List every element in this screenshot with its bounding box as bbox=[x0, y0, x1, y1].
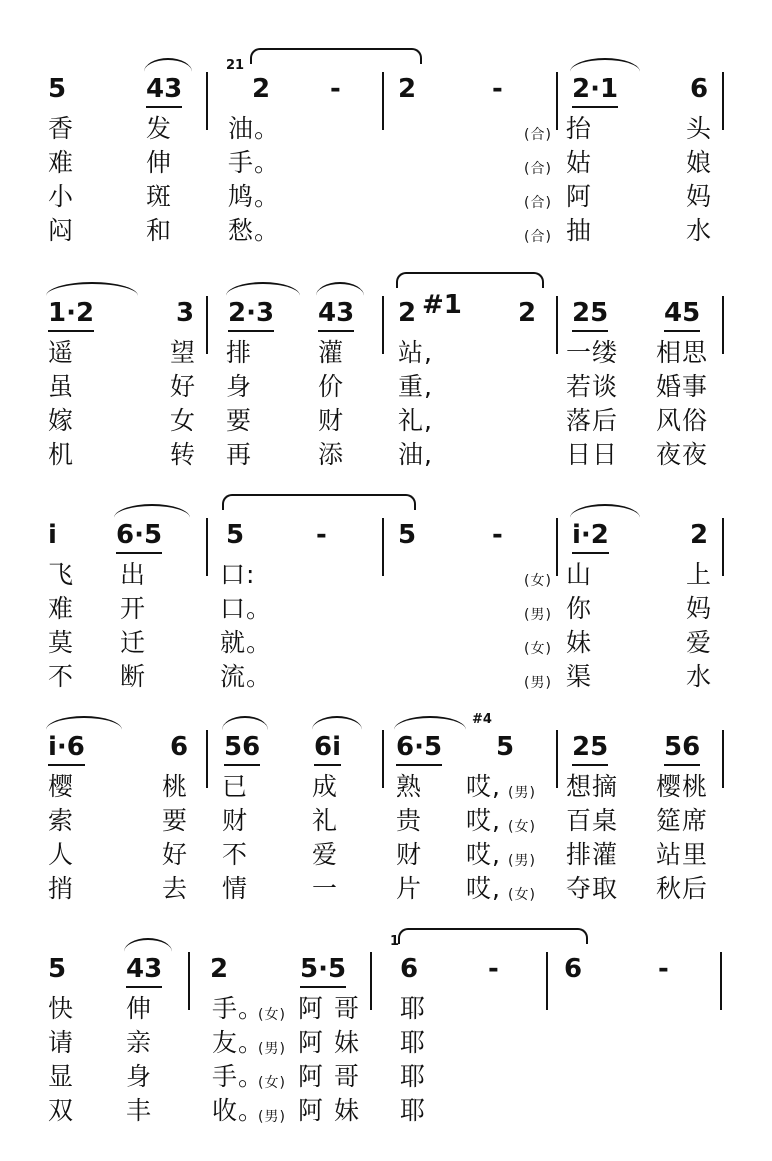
note: 5 bbox=[48, 74, 67, 104]
note: 2 bbox=[518, 298, 537, 328]
lyric: 飞 bbox=[48, 560, 75, 589]
lyric: 油。 bbox=[228, 114, 281, 143]
voice-mark: (女) bbox=[258, 1075, 286, 1091]
note: i bbox=[48, 520, 57, 550]
lyric: 亲 bbox=[126, 1028, 153, 1057]
lyric: 捎 bbox=[48, 874, 75, 903]
chorus-mark: (合) bbox=[524, 229, 552, 245]
lyric: 索 bbox=[48, 806, 75, 835]
lyric: 阿 bbox=[298, 1062, 325, 1091]
note: i·6 bbox=[48, 730, 85, 766]
slur bbox=[394, 716, 466, 730]
lyric: 若谈 bbox=[566, 372, 619, 401]
slur bbox=[124, 938, 172, 952]
voice-mark: (男) bbox=[524, 607, 552, 623]
lyric: 妹 bbox=[334, 1028, 361, 1057]
note: 6·5 bbox=[116, 518, 162, 554]
note: - bbox=[330, 74, 341, 104]
lyric: 闷 bbox=[48, 216, 75, 245]
lyric-line bbox=[0, 1062, 772, 1094]
lyric: 手。 bbox=[228, 148, 281, 177]
lyric: 哥 bbox=[334, 1062, 361, 1091]
lyric-line bbox=[0, 560, 772, 592]
lyric-line bbox=[0, 1096, 772, 1128]
lyric: 迁 bbox=[120, 628, 147, 657]
lyric: 转 bbox=[170, 440, 197, 469]
lyric: 站里 bbox=[656, 840, 709, 869]
lyric: 财 bbox=[396, 840, 423, 869]
lyric: 山 bbox=[566, 560, 593, 589]
lyric-line bbox=[0, 406, 772, 438]
voice-mark: (男) bbox=[258, 1109, 286, 1125]
note: 6 bbox=[170, 732, 189, 762]
lyric-line bbox=[0, 628, 772, 660]
lyric: 礼, bbox=[398, 406, 433, 435]
note: 25 bbox=[572, 296, 608, 332]
note: 25 bbox=[572, 730, 608, 766]
slur bbox=[316, 282, 364, 296]
lyric: 阿 bbox=[298, 994, 325, 1023]
lyric-line bbox=[0, 440, 772, 472]
note: 2 bbox=[690, 520, 709, 550]
lyric: 斑 bbox=[146, 182, 173, 211]
lyric-line bbox=[0, 994, 772, 1026]
lyric: 哎, bbox=[466, 840, 501, 869]
lyric: 妈 bbox=[686, 182, 713, 211]
lyric: 爱 bbox=[686, 628, 713, 657]
lyric: 香 bbox=[48, 114, 75, 143]
note: 43 bbox=[126, 952, 162, 988]
lyric: 耶 bbox=[400, 1028, 427, 1057]
lyric: 筵席 bbox=[656, 806, 709, 835]
lyric: 好 bbox=[162, 840, 189, 869]
lyric: 抽 bbox=[566, 216, 593, 245]
lyric: 重, bbox=[398, 372, 433, 401]
lyric: 婚事 bbox=[656, 372, 709, 401]
lyric: 妹 bbox=[566, 628, 593, 657]
slur bbox=[570, 58, 640, 72]
voice-mark: (女) bbox=[258, 1007, 286, 1023]
lyric: 妹 bbox=[334, 1096, 361, 1125]
lyric: 桃 bbox=[162, 772, 189, 801]
lyric: 抬 bbox=[566, 114, 593, 143]
lyric: 再 bbox=[226, 440, 253, 469]
lyric: 风俗 bbox=[656, 406, 709, 435]
lyric-line bbox=[0, 662, 772, 694]
slur bbox=[226, 282, 300, 296]
tie bbox=[396, 272, 544, 288]
lyric: 伸 bbox=[126, 994, 153, 1023]
lyric: 好 bbox=[170, 372, 197, 401]
note: 6 bbox=[564, 954, 583, 984]
note: 2 bbox=[210, 954, 229, 984]
lyric: 落后 bbox=[566, 406, 619, 435]
lyric: 情 bbox=[222, 874, 249, 903]
lyric-line bbox=[0, 114, 772, 146]
voice-mark: (女) bbox=[524, 641, 552, 657]
lyric: 不 bbox=[222, 840, 249, 869]
lyric: 哎, bbox=[466, 806, 501, 835]
note: 3 bbox=[176, 298, 195, 328]
lyric: 站, bbox=[398, 338, 433, 367]
note: 6 bbox=[400, 954, 419, 984]
lyric: 小 bbox=[48, 182, 75, 211]
lyric: 女 bbox=[170, 406, 197, 435]
lyric: 快 bbox=[48, 994, 75, 1023]
lyric: 开 bbox=[120, 594, 147, 623]
note: 2 bbox=[398, 298, 417, 328]
lyric: 想摘 bbox=[566, 772, 619, 801]
slur bbox=[46, 716, 122, 730]
lyric: 成 bbox=[312, 772, 339, 801]
lyric: 阿 bbox=[298, 1028, 325, 1057]
lyric: 灌 bbox=[318, 338, 345, 367]
note: 5 bbox=[496, 732, 515, 762]
lyric: 上 bbox=[686, 560, 713, 589]
lyric: 哎, bbox=[466, 874, 501, 903]
lyric: 添 bbox=[318, 440, 345, 469]
lyric: 耶 bbox=[400, 1096, 427, 1125]
lyric: 头 bbox=[686, 114, 713, 143]
lyric: 礼 bbox=[312, 806, 339, 835]
lyric-line bbox=[0, 216, 772, 248]
chorus-mark: (合) bbox=[524, 127, 552, 143]
lyric: 姑 bbox=[566, 148, 593, 177]
tie bbox=[398, 928, 588, 944]
lyric: 去 bbox=[162, 874, 189, 903]
lyric: 莫 bbox=[48, 628, 75, 657]
grace-note: 21 bbox=[226, 58, 245, 73]
lyric: 哥 bbox=[334, 994, 361, 1023]
lyric: 渠 bbox=[566, 662, 593, 691]
lyric-line bbox=[0, 874, 772, 906]
lyric-line bbox=[0, 338, 772, 370]
slur bbox=[114, 504, 190, 518]
note: - bbox=[316, 520, 327, 550]
lyric: 樱 bbox=[48, 772, 75, 801]
lyric-line bbox=[0, 806, 772, 838]
lyric: 樱桃 bbox=[656, 772, 709, 801]
lyric: 熟 bbox=[396, 772, 423, 801]
lyric: 人 bbox=[48, 840, 75, 869]
lyric: 发 bbox=[146, 114, 173, 143]
lyric: 身 bbox=[126, 1062, 153, 1091]
note: 43 bbox=[146, 72, 182, 108]
lyric: 手。 bbox=[212, 1062, 265, 1091]
tie bbox=[222, 494, 416, 510]
note: - bbox=[488, 954, 499, 984]
note: 6·5 bbox=[396, 730, 442, 766]
note: 2 bbox=[252, 74, 271, 104]
note: 1·2 bbox=[48, 296, 94, 332]
slur bbox=[144, 58, 192, 72]
lyric: 水 bbox=[686, 662, 713, 691]
note: 45 bbox=[664, 296, 700, 332]
lyric: 秋后 bbox=[656, 874, 709, 903]
note: 5 bbox=[226, 520, 245, 550]
voice-mark: (男) bbox=[508, 785, 536, 801]
lyric: 鸠。 bbox=[228, 182, 281, 211]
lyric: 收。 bbox=[212, 1096, 265, 1125]
slur bbox=[46, 282, 138, 296]
lyric: 你 bbox=[566, 594, 593, 623]
lyric: 断 bbox=[120, 662, 147, 691]
lyric: 片 bbox=[396, 874, 423, 903]
lyric: 相思 bbox=[656, 338, 709, 367]
lyric: 财 bbox=[222, 806, 249, 835]
lyric: 阿 bbox=[298, 1096, 325, 1125]
lyric: 阿 bbox=[566, 182, 593, 211]
lyric: 丰 bbox=[126, 1096, 153, 1125]
note: 6i bbox=[314, 730, 341, 766]
lyric-line bbox=[0, 840, 772, 872]
lyric: 要 bbox=[162, 806, 189, 835]
chorus-mark: (合) bbox=[524, 195, 552, 211]
lyric: 身 bbox=[226, 372, 253, 401]
lyric: 流。 bbox=[220, 662, 273, 691]
lyric-line bbox=[0, 772, 772, 804]
lyric-line bbox=[0, 148, 772, 180]
lyric: 日日 bbox=[566, 440, 619, 469]
lyric: 娘 bbox=[686, 148, 713, 177]
note: #1 bbox=[422, 290, 462, 320]
lyric: 遥 bbox=[48, 338, 75, 367]
lyric: 耶 bbox=[400, 994, 427, 1023]
lyric: 显 bbox=[48, 1062, 75, 1091]
voice-mark: (女) bbox=[524, 573, 552, 589]
lyric: 虽 bbox=[48, 372, 75, 401]
lyric: 难 bbox=[48, 148, 75, 177]
lyric: 和 bbox=[146, 216, 173, 245]
slur bbox=[312, 716, 362, 730]
lyric: 财 bbox=[318, 406, 345, 435]
note: 2·1 bbox=[572, 72, 618, 108]
lyric: 爱 bbox=[312, 840, 339, 869]
note: - bbox=[492, 520, 503, 550]
lyric: 已 bbox=[222, 772, 249, 801]
note: i·2 bbox=[572, 518, 609, 554]
lyric: 愁。 bbox=[228, 216, 281, 245]
note: 5 bbox=[398, 520, 417, 550]
lyric: 排 bbox=[226, 338, 253, 367]
lyric: 贵 bbox=[396, 806, 423, 835]
lyric: 百桌 bbox=[566, 806, 619, 835]
lyric: 双 bbox=[48, 1096, 75, 1125]
lyric-line bbox=[0, 372, 772, 404]
lyric: 望 bbox=[170, 338, 197, 367]
lyric: 口。 bbox=[220, 594, 273, 623]
lyric: 手。 bbox=[212, 994, 265, 1023]
lyric: 嫁 bbox=[48, 406, 75, 435]
note: 56 bbox=[664, 730, 700, 766]
lyric: 耶 bbox=[400, 1062, 427, 1091]
grace-note: #4 bbox=[472, 712, 492, 727]
lyric: 排灌 bbox=[566, 840, 619, 869]
lyric: 油, bbox=[398, 440, 433, 469]
lyric: 就。 bbox=[220, 628, 273, 657]
note: - bbox=[492, 74, 503, 104]
lyric-line bbox=[0, 182, 772, 214]
lyric: 要 bbox=[226, 406, 253, 435]
lyric: 伸 bbox=[146, 148, 173, 177]
note: 6 bbox=[690, 74, 709, 104]
note: 5·5 bbox=[300, 952, 346, 988]
note: 2 bbox=[398, 74, 417, 104]
lyric: 出 bbox=[120, 560, 147, 589]
lyric: 夺取 bbox=[566, 874, 619, 903]
lyric: 哎, bbox=[466, 772, 501, 801]
lyric: 一缕 bbox=[566, 338, 619, 367]
grace-note: 1 bbox=[390, 934, 400, 949]
note: - bbox=[658, 954, 669, 984]
tie bbox=[250, 48, 422, 64]
lyric: 妈 bbox=[686, 594, 713, 623]
lyric: 夜夜 bbox=[656, 440, 709, 469]
lyric: 不 bbox=[48, 662, 75, 691]
voice-mark: (男) bbox=[258, 1041, 286, 1057]
lyric: 请 bbox=[48, 1028, 75, 1057]
lyric: 口: bbox=[220, 560, 256, 589]
lyric-line bbox=[0, 594, 772, 626]
slur bbox=[222, 716, 268, 730]
lyric: 一 bbox=[312, 874, 339, 903]
lyric: 难 bbox=[48, 594, 75, 623]
slur bbox=[570, 504, 640, 518]
chorus-mark: (合) bbox=[524, 161, 552, 177]
voice-mark: (男) bbox=[508, 853, 536, 869]
note: 43 bbox=[318, 296, 354, 332]
lyric: 价 bbox=[318, 372, 345, 401]
voice-mark: (女) bbox=[508, 887, 536, 903]
lyric: 友。 bbox=[212, 1028, 265, 1057]
lyric-line bbox=[0, 1028, 772, 1060]
voice-mark: (男) bbox=[524, 675, 552, 691]
lyric: 水 bbox=[686, 216, 713, 245]
note: 5 bbox=[48, 954, 67, 984]
note: 2·3 bbox=[228, 296, 274, 332]
voice-mark: (女) bbox=[508, 819, 536, 835]
lyric: 机 bbox=[48, 440, 75, 469]
note: 56 bbox=[224, 730, 260, 766]
